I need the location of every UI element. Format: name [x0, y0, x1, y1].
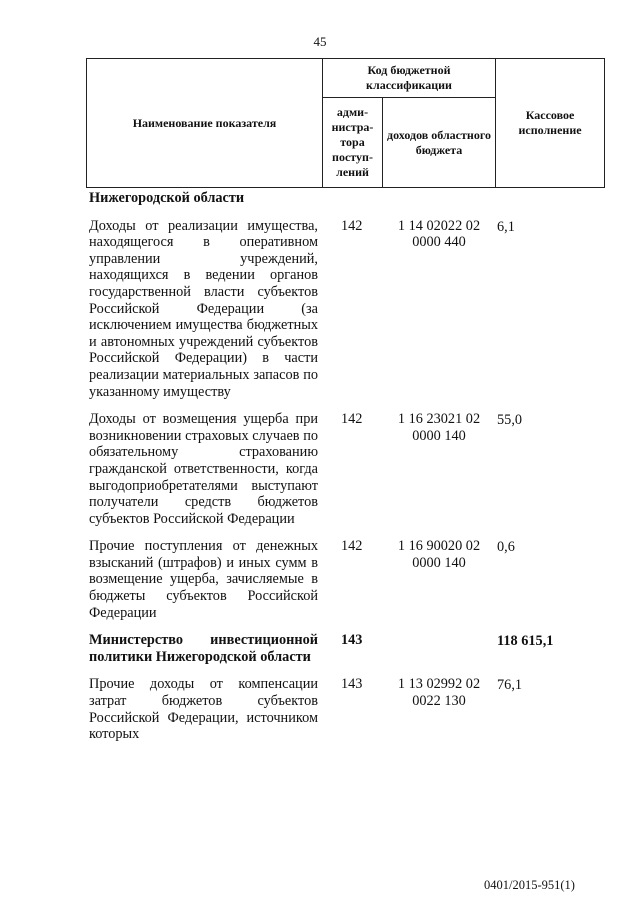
row-budget-code: 1 14 02022 02 0000 440	[383, 218, 496, 412]
row-admin-code: 142	[323, 411, 383, 538]
row-name: Нижегородской области	[87, 188, 323, 218]
table-row	[87, 411, 605, 538]
page-number: 45	[313, 34, 327, 49]
header-cash: Кассовое исполнение	[496, 59, 605, 188]
table-row	[87, 676, 605, 753]
document-code: 0401/2015-951(1)	[484, 878, 575, 892]
row-amount: 0,6	[496, 538, 605, 632]
row-budget-code: 1 13 02992 02 0022 130	[383, 676, 496, 753]
header-name: Наименование показателя	[87, 59, 323, 188]
row-admin-code: 143	[323, 632, 383, 676]
table-row	[87, 218, 605, 412]
row-name: Министерство инвестиционной политики Нижегородской области	[87, 632, 323, 676]
row-admin-code: 142	[323, 218, 383, 412]
header-income: доходов областного бюджета	[383, 98, 496, 188]
row-budget-code: 1 16 23021 02 0000 140	[383, 411, 496, 538]
row-admin-code: 142	[323, 538, 383, 632]
row-name: Доходы от возмещения ущерба при возникновении страховых случаев по обязательному страхованию гражданской ответственности, когда выгодоприобретателями выступают получатели средств бюджетов субъектов Российской Федерации	[87, 411, 323, 538]
row-admin-code: 143	[323, 676, 383, 753]
header-code-group: Код бюджетной классификации	[323, 59, 496, 98]
row-budget-code	[383, 188, 496, 218]
table-row	[87, 632, 605, 676]
row-amount: 76,1	[496, 676, 605, 753]
row-amount	[496, 188, 605, 218]
row-budget-code: 1 16 90020 02 0000 140	[383, 538, 496, 632]
table-body	[87, 188, 605, 754]
row-name: Прочие поступления от денежных взысканий (штрафов) и иных сумм в возмещение ущерба, зачисляемые в бюджеты субъектов Российской Федерации	[87, 538, 323, 632]
table-header	[87, 59, 605, 188]
budget-table	[86, 58, 605, 754]
row-admin-code	[323, 188, 383, 218]
row-amount: 55,0	[496, 411, 605, 538]
table-row	[87, 188, 605, 218]
row-name: Доходы от реализации имущества, находящегося в оперативном управлении учреждений, находящихся в ведении органов государственной власти субъектов Российской Федерации (за исключением имущества бюджетных и автономных учреждений субъектов Российской Федерации) в части реализации материальных запасов по указанному имуществу	[87, 218, 323, 412]
row-budget-code	[383, 632, 496, 676]
row-amount: 118 615,1	[496, 632, 605, 676]
table-row	[87, 538, 605, 632]
row-name: Прочие доходы от компенсации затрат бюджетов субъектов Российской Федерации, источником которых	[87, 676, 323, 753]
row-amount: 6,1	[496, 218, 605, 412]
header-admin: адми-нистра-тора поступ-лений	[323, 98, 383, 188]
